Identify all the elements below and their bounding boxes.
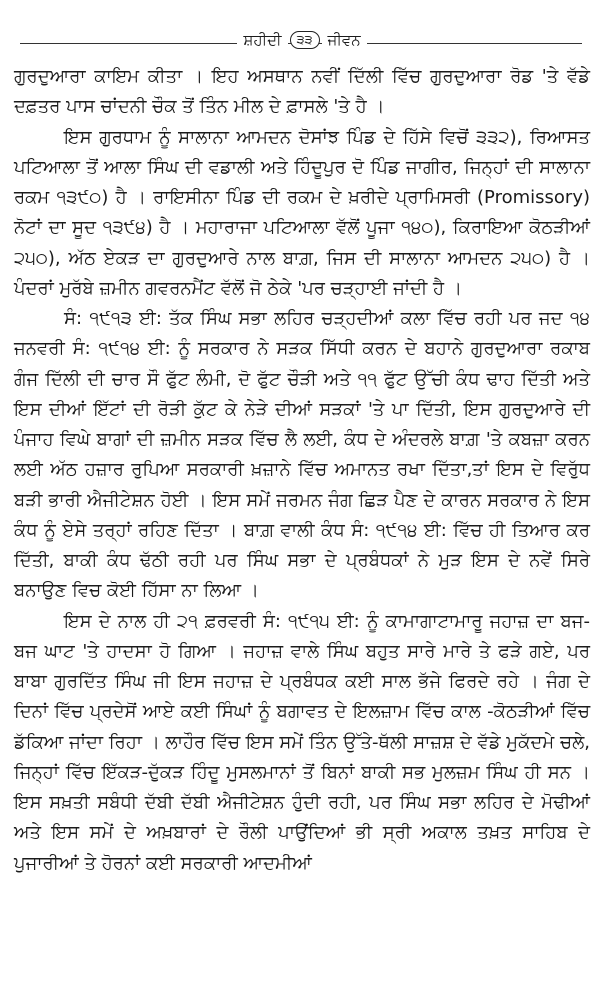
- header-center: [14, 30, 590, 49]
- running-header: [14, 0, 590, 49]
- header-left-word: ਸ਼ਹੀਦੀ: [237, 31, 287, 49]
- paragraph: ਇਸ ਗੁਰਧਾਮ ਨੂੰ ਸਾਲਾਨਾ ਆਮਦਨ ਦੋਸਾਂਝ ਪਿੰਡ ਦੇ ਹਿੱਸੇ ਵਿਚੋਂ ੩੩੨), ਰਿਆਸਤ ਪਟਿਆਲਾ ਤੋਂ ਆਲਾ ਸਿੰਘ ਦੀ ਵਡਾਲੀ ਅਤੇ ਹਿੰਦੂਪੁਰ ਦੋ ਪਿੰਡ ਜਾਗੀਰ, ਜਿਨ੍ਹਾਂ ਦੀ ਸਾਲਾਨਾ ਰਕਮ ੧੩੯੦) ਹੈ । ਰਾਇਸੀਨਾ ਪਿੰਡ ਦੀ ਰਕਮ ਦੇ ਖ਼ਰੀਦੇ ਪ੍ਰਾਮਿਸਰੀ (Promissory) ਨੋਟਾਂ ਦਾ ਸੂਦ ੧੩੯੪) ਹੈ । ਮਹਾਰਾਜਾ ਪਟਿਆਲਾ ਵੱਲੋਂ ਪੂਜਾ ੧੪੦), ਕਿਰਾਇਆ ਕੋਠੜੀਆਂ ੨੫੦), ਅੱਠ ਏਕੜ ਦਾ ਗੁਰਦੁਆਰੇ ਨਾਲ ਬਾਗ਼, ਜਿਸ ਦੀ ਸਾਲਾਨਾ ਆਮਦਨ ੨੫੦) ਹੈ । ਪੰਦਰਾਂ ਮੁਰੱਬੇ ਜ਼ਮੀਨ ਗਵਰਨਮੈਂਟ ਵੱਲੋਂ ਜੋ ਠੇਕੇ 'ਪਰ ਚੜ੍ਹਾਈ ਜਾਂਦੀ ਹੈ ।: [14, 126, 590, 299]
- page-number: ੩੩: [290, 31, 320, 49]
- paragraph: ਗੁਰਦੁਆਰਾ ਕਾਇਮ ਕੀਤਾ । ਇਹ ਅਸਥਾਨ ਨਵੀਂ ਦਿੱਲੀ ਵਿੱਚ ਗੁਰਦੁਆਰਾ ਰੋਡ 'ਤੇ ਵੱਡੇ ਦਫ਼ਤਰ ਪਾਸ ਚਾਂਦਨੀ ਚੌਕ ਤੋਂ ਤਿੰਨ ਮੀਲ ਦੇ ਫ਼ਾਸਲੇ 'ਤੇ ਹੈ ।: [14, 66, 590, 118]
- paragraph: ਇਸ ਦੇ ਨਾਲ ਹੀ ੨੧ ਫ਼ਰਵਰੀ ਸੰ: ੧੯੧੫ ਈ: ਨੂੰ ਕਾਮਾਗਾਟਾਮਾਰੂ ਜਹਾਜ਼ ਦਾ ਬਜ-ਬਜ ਘਾਟ 'ਤੇ ਹਾਦਸਾ ਹੋ ਗਿਆ । ਜਹਾਜ਼ ਵਾਲੇ ਸਿੰਘ ਬਹੁਤ ਸਾਰੇ ਮਾਰੇ ਤੇ ਫੜੇ ਗਏ, ਪਰ ਬਾਬਾ ਗੁਰਦਿੱਤ ਸਿੰਘ ਜੀ ਇਸ ਜਹਾਜ਼ ਦੇ ਪ੍ਰਬੰਧਕ ਕਈ ਸਾਲ ਭੱਜੇ ਫਿਰਦੇ ਰਹੇ । ਜੰਗ ਦੇ ਦਿਨਾਂ ਵਿੱਚ ਪ੍ਰਦੇਸੋਂ ਆਏ ਕਈ ਸਿੰਘਾਂ ਨੂੰ ਬਗਾਵਤ ਦੇ ਇਲਜ਼ਾਮ ਵਿੱਚ ਕਾਲ -ਕੋਠੜੀਆਂ ਵਿੱਚ ਡੱਕਿਆ ਜਾਂਦਾ ਰਿਹਾ । ਲਾਹੌਰ ਵਿੱਚ ਇਸ ਸਮੇਂ ਤਿੰਨ ਉੱਤੇ-ਥੱਲੀ ਸਾਜ਼ਸ਼ ਦੇ ਵੱਡੇ ਮੁਕੱਦਮੇ ਚਲੇ, ਜਿਨ੍ਹਾਂ ਵਿੱਚ ਇੱਕੜ-ਦੁੱਕੜ ਹਿੰਦੂ ਮੁਸਲਮਾਨਾਂ ਤੋਂ ਬਿਨਾਂ ਬਾਕੀ ਸਭ ਮੁਲਜ਼ਮ ਸਿੰਘ ਹੀ ਸਨ । ਇਸ ਸਖ਼ਤੀ ਸਬੰਧੀ ਦੱਬੀ ਦੱਬੀ ਐਜੀਟੇਸ਼ਨ ਹੁੰਦੀ ਰਹੀ, ਪਰ ਸਿੰਘ ਸਭਾ ਲਹਿਰ ਦੇ ਮੋਢੀਆਂ ਅਤੇ ਇਸ ਸਮੇਂ ਦੇ ਅਖ਼ਬਾਰਾਂ ਦੇ ਰੌਲੀ ਪਾਉਂਦਿਆਂ ਭੀ ਸ੍ਰੀ ਅਕਾਲ ਤਖ਼ਤ ਸਾਹਿਬ ਦੇ ਪੁਜਾਰੀਆਂ ਤੇ ਹੋਰਨਾਂ ਕਈ ਸਰਕਾਰੀ ਆਦਮੀਆਂ: [14, 610, 590, 874]
- body-text: [14, 62, 590, 879]
- paragraph: ਸੰ: ੧੯੧੩ ਈ: ਤੱਕ ਸਿੰਘ ਸਭਾ ਲਹਿਰ ਚੜ੍ਹਦੀਆਂ ਕਲਾ ਵਿੱਚ ਰਹੀ ਪਰ ਜਦ ੧੪ ਜਨਵਰੀ ਸੰ: ੧੯੧੪ ਈ: ਨੂੰ ਸਰਕਾਰ ਨੇ ਸੜਕ ਸਿੱਧੀ ਕਰਨ ਦੇ ਬਹਾਨੇ ਗੁਰਦੁਆਰਾ ਰਕਾਬ ਗੰਜ ਦਿੱਲੀ ਦੀ ਚਾਰ ਸੌ ਫੁੱਟ ਲੰਮੀ, ਦੋ ਫੁੱਟ ਚੌੜੀ ਅਤੇ ੧੧ ਫੁੱਟ ਉੱਚੀ ਕੰਧ ਢਾਹ ਦਿੱਤੀ ਅਤੇ ਇਸ ਦੀਆਂ ਇੱਟਾਂ ਦੀ ਰੋੜੀ ਕੁੱਟ ਕੇ ਨੇੜੇ ਦੀਆਂ ਸੜਕਾਂ 'ਤੇ ਪਾ ਦਿੱਤੀ, ਇਸ ਗੁਰਦੁਆਰੇ ਦੀ ਪੰਜਾਹ ਵਿਘੇ ਬਾਗਾਂ ਦੀ ਜ਼ਮੀਨ ਸੜਕ ਵਿੱਚ ਲੈ ਲਈ, ਕੰਧ ਦੇ ਅੰਦਰਲੇ ਬਾਗ਼ 'ਤੇ ਕਬਜ਼ਾ ਕਰਨ ਲਈ ਅੱਠ ਹਜ਼ਾਰ ਰੁਪਿਆ ਸਰਕਾਰੀ ਖ਼ਜ਼ਾਨੇ ਵਿੱਚ ਅਮਾਨਤ ਰਖਾ ਦਿੱਤਾ,ਤਾਂ ਇਸ ਦੇ ਵਿਰੁੱਧ ਬੜੀ ਭਾਰੀ ਐਜੀਟੇਸ਼ਨ ਹੋਈ । ਇਸ ਸਮੇਂ ਜਰਮਨ ਜੰਗ ਛਿੜ ਪੈਣ ਦੇ ਕਾਰਨ ਸਰਕਾਰ ਨੇ ਇਸ ਕੰਧ ਨੂੰ ਏਸੇ ਤਰ੍ਹਾਂ ਰਹਿਣ ਦਿੱਤਾ । ਬਾਗ਼ ਵਾਲੀ ਕੰਧ ਸੰ: ੧੯੧੪ ਈ: ਵਿੱਚ ਹੀ ਤਿਆਰ ਕਰ ਦਿੱਤੀ, ਬਾਕੀ ਕੰਧ ਢੱਠੀ ਰਹੀ ਪਰ ਸਿੰਘ ਸਭਾ ਦੇ ਪ੍ਰਬੰਧਕਾਂ ਨੇ ਮੁੜ ਇਸ ਦੇ ਨਵੇਂ ਸਿਰੇ ਬਨਾਉਣ ਵਿਚ ਕੋਈ ਹਿੱਸਾ ਨਾ ਲਿਆ ।: [14, 308, 590, 602]
- header-right-word: ਜੀਵਨ: [322, 31, 367, 49]
